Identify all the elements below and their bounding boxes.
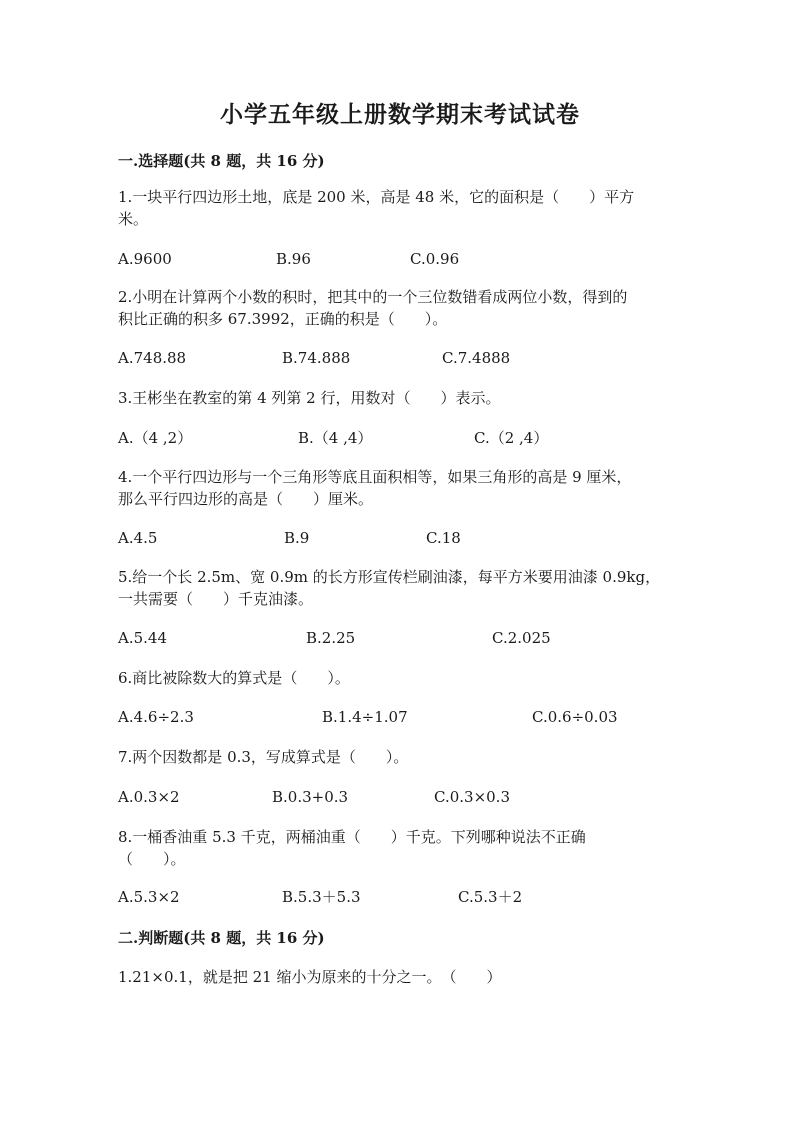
question-5-options	[118, 627, 718, 649]
page-title: 小学五年级上册数学期末考试试卷	[220, 101, 580, 128]
question-text-cont: （ ）。	[118, 850, 186, 868]
option-c[interactable]: C.0.6÷0.03	[532, 708, 618, 726]
question-2	[118, 286, 678, 330]
question-text-cont: 那么平行四边形的高是（ ）厘米。	[118, 490, 374, 508]
option-b[interactable]: B.74.888	[282, 349, 351, 367]
question-7-options	[118, 786, 718, 808]
question-7	[118, 746, 678, 768]
question-text: 1.21×0.1，就是把 21 缩小为原来的十分之一。 （ ）	[118, 968, 502, 986]
section-heading-judgement: 二.判断题(共 8 题，共 16 分)	[118, 929, 325, 947]
option-a[interactable]: A.4.6÷2.3	[118, 708, 194, 726]
question-text: 7.两个因数都是 0.3，写成算式是（ ）。	[118, 748, 409, 766]
question-8-options	[118, 886, 718, 908]
question-3-options	[118, 427, 718, 449]
question-2-options	[118, 347, 718, 369]
question-text-cont: 积比正确的积多 67.3992，正确的积是（ ）。	[118, 310, 448, 328]
judgement-question-1	[118, 966, 678, 988]
question-5	[118, 566, 678, 610]
question-6-options	[118, 706, 718, 728]
question-text-cont: 一共需要（ ）千克油漆。	[118, 590, 314, 608]
option-a[interactable]: A.4.5	[118, 529, 158, 547]
question-text: 4.一个平行四边形与一个三角形等底且面积相等，如果三角形的高是 9 厘米，	[118, 468, 632, 486]
option-c[interactable]: C.（2 ,4）	[474, 429, 549, 447]
question-3	[118, 387, 678, 409]
question-1-options	[118, 248, 718, 270]
section-heading-choice: 一.选择题(共 8 题，共 16 分)	[118, 152, 325, 170]
question-6	[118, 667, 678, 689]
option-c[interactable]: C.18	[426, 529, 461, 547]
option-b[interactable]: B.9	[284, 529, 310, 547]
option-c[interactable]: C.5.3＋2	[458, 888, 523, 906]
option-a[interactable]: A.5.44	[118, 629, 167, 647]
option-b[interactable]: B.96	[276, 250, 311, 268]
question-text: 6.商比被除数大的算式是（ ）。	[118, 669, 350, 687]
option-a[interactable]: A.9600	[118, 250, 172, 268]
question-4	[118, 466, 678, 510]
option-c[interactable]: C.0.3×0.3	[434, 788, 510, 806]
option-c[interactable]: C.7.4888	[442, 349, 511, 367]
question-text: 1.一块平行四边形土地，底是 200 米，高是 48 米，它的面积是（ ）平方	[118, 188, 635, 206]
option-b[interactable]: B.1.4÷1.07	[322, 708, 408, 726]
question-text: 5.给一个长 2.5m、宽 0.9m 的长方形宣传栏刷油漆，每平方米要用油漆 0.9kg，	[118, 568, 661, 586]
question-text: 2.小明在计算两个小数的积时，把其中的一个三位数错看成两位小数，得到的	[118, 288, 628, 306]
option-b[interactable]: B.2.25	[306, 629, 356, 647]
question-8	[118, 826, 678, 870]
option-b[interactable]: B.（4 ,4）	[298, 429, 373, 447]
question-text-cont: 米。	[118, 210, 149, 228]
option-c[interactable]: C.2.025	[492, 629, 551, 647]
question-text: 3.王彬坐在教室的第 4 列第 2 行，用数对（ ）表示。	[118, 389, 501, 407]
question-1	[118, 186, 678, 230]
option-a[interactable]: A.0.3×2	[118, 788, 180, 806]
question-4-options	[118, 527, 718, 549]
option-b[interactable]: B.5.3＋5.3	[282, 888, 361, 906]
question-text: 8.一桶香油重 5.3 千克，两桶油重（ ）千克。下列哪种说法不正确	[118, 828, 586, 846]
option-c[interactable]: C.0.96	[410, 250, 460, 268]
option-a[interactable]: A.5.3×2	[118, 888, 180, 906]
option-a[interactable]: A.748.88	[118, 349, 187, 367]
option-b[interactable]: B.0.3+0.3	[272, 788, 349, 806]
option-a[interactable]: A.（4 ,2）	[118, 429, 193, 447]
